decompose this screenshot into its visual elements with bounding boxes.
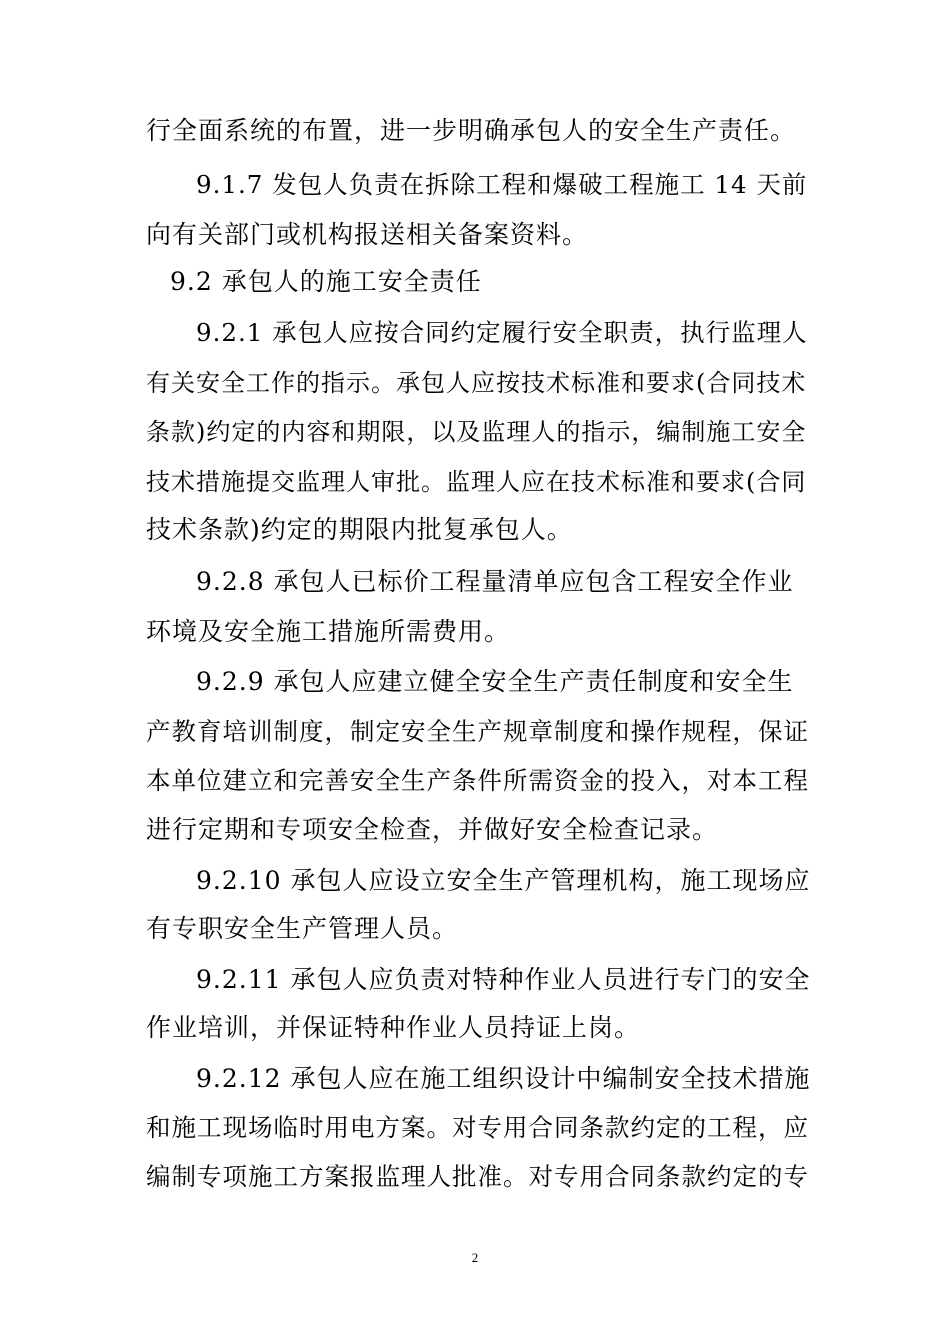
text-line-9: 技术条款)约定的期限内批复承包人。 (146, 515, 573, 544)
text-line-2: 9.1.7 发包人负责在拆除工程和爆破工程施工 14 天前 (196, 170, 808, 199)
text-line-18: 9.2.11 承包人应负责对特种作业人员进行专门的安全 (196, 965, 811, 994)
section-heading: 9.2 承包人的施工安全责任 (170, 267, 482, 296)
text-line-11: 环境及安全施工措施所需费用。 (146, 617, 511, 646)
text-line-14: 本单位建立和完善安全生产条件所需资金的投入，对本工程 (146, 766, 809, 795)
text-line-20: 9.2.12 承包人应在施工组织设计中编制安全技术措施 (196, 1064, 811, 1093)
text-line-1: 行全面系统的布置，进一步明确承包人的安全生产责任。 (146, 116, 797, 145)
text-line-5: 9.2.1 承包人应按合同约定履行安全职责，执行监理人 (196, 318, 808, 347)
text-line-21: 和施工现场临时用电方案。对专用合同条款约定的工程，应 (146, 1113, 809, 1142)
text-line-15: 进行定期和专项安全检查，并做好安全检查记录。 (146, 815, 719, 844)
text-line-19: 作业培训，并保证特种作业人员持证上岗。 (146, 1013, 641, 1042)
text-line-8: 技术措施提交监理人审批。监理人应在技术标准和要求(合同 (146, 468, 807, 496)
text-line-17: 有专职安全生产管理人员。 (146, 914, 459, 943)
text-line-10: 9.2.8 承包人已标价工程量清单应包含工程安全作业 (196, 567, 794, 596)
text-line-6: 有关安全工作的指示。承包人应按技术标准和要求(合同技术 (146, 369, 807, 397)
text-line-22: 编制专项施工方案报监理人批准。对专用合同条款约定的专 (146, 1162, 809, 1191)
text-line-3: 向有关部门或机构报送相关备案资料。 (146, 220, 589, 249)
page-number: 2 (471, 1250, 479, 1265)
text-line-7: 条款)约定的内容和期限，以及监理人的指示，编制施工安全 (146, 418, 807, 446)
text-line-12: 9.2.9 承包人应建立健全安全生产责任制度和安全生 (196, 667, 794, 696)
text-line-13: 产教育培训制度，制定安全生产规章制度和操作规程，保证 (146, 717, 809, 746)
text-line-16: 9.2.10 承包人应设立安全生产管理机构，施工现场应 (196, 866, 811, 895)
